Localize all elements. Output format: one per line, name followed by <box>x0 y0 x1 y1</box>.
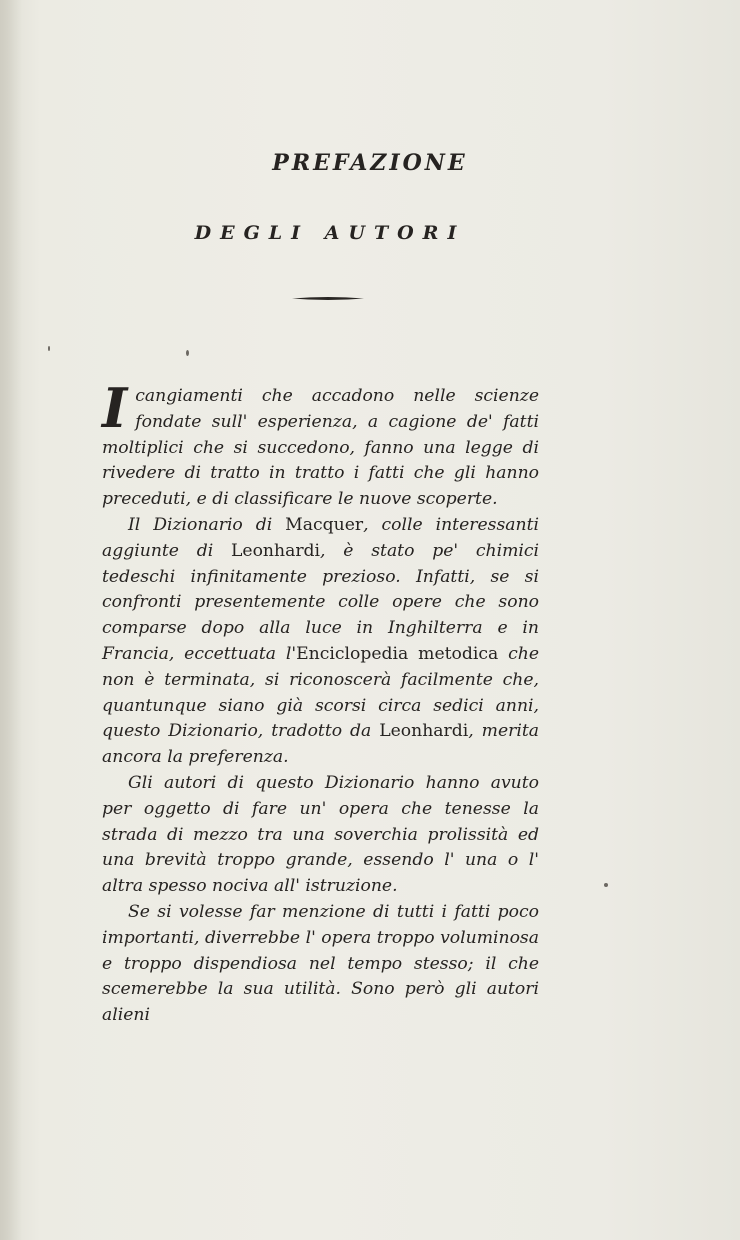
paragraph-text: Se si volesse far menzione di tutti i fatti poco importanti, diverrebbe l' opera troppo voluminosa e troppo dispendiosa nel tempo stesso; il che scemerebbe la sua utilità. Sono però gli autori alieni <box>102 901 539 1026</box>
paragraph-2 <box>102 513 539 771</box>
work-title: Enciclopedia metodica <box>296 643 499 664</box>
paragraph-text: cangiamenti che accadono nelle scienze fondate sull' esperienza, a cagione de' fatti moltiplici che si succedono, fanno una legge di rivedere di tratto in tratto i fatti che gli hanno preceduti, e di classificare le nuove scoperte. <box>102 386 539 510</box>
print-speck <box>48 346 50 351</box>
paragraph-text: , merita ancora la preferenza. <box>102 721 540 768</box>
paragraph-text: , è stato pe' chimici tedeschi infinitamente prezioso. Infatti, se si confronti presentemente colle opere che sono comparse dopo alla luce in Inghilterra e in Francia, eccettuata l' <box>102 540 539 664</box>
page-subtitle: DEGLI AUTORI <box>194 222 466 244</box>
page-gutter-shadow <box>0 0 22 1240</box>
author-name: Leonhardi <box>379 721 469 742</box>
paragraph-4 <box>102 900 539 1029</box>
ornamental-rule <box>292 296 364 301</box>
paragraph-text: Gli autori di questo Dizionario hanno avuto per oggetto di fare un' opera che tenesse la strada di mezzo tra una soverchia prolissità ed una brevità troppo grande, essendo l' una o l' altra spesso nociva all' istruzione. <box>102 772 539 897</box>
paragraph-text: Il Dizionario di <box>128 514 286 535</box>
paragraph-text: , colle interessanti aggiunte di <box>102 514 539 561</box>
page-title: PREFAZIONE <box>272 150 468 176</box>
print-speck <box>186 350 189 356</box>
drop-cap: I <box>102 376 128 440</box>
paragraph-1 <box>102 376 539 513</box>
paragraph-text: che non è terminata, si riconoscerà facilmente che, quantunque siano già scorsi circa sedici anni, questo Dizionario, tradotto da <box>102 643 539 742</box>
print-speck <box>604 883 608 887</box>
paragraph-3 <box>102 771 539 900</box>
author-name: Leonhardi <box>231 540 321 561</box>
body-text <box>102 376 540 1029</box>
author-name: Macquer <box>285 514 364 535</box>
